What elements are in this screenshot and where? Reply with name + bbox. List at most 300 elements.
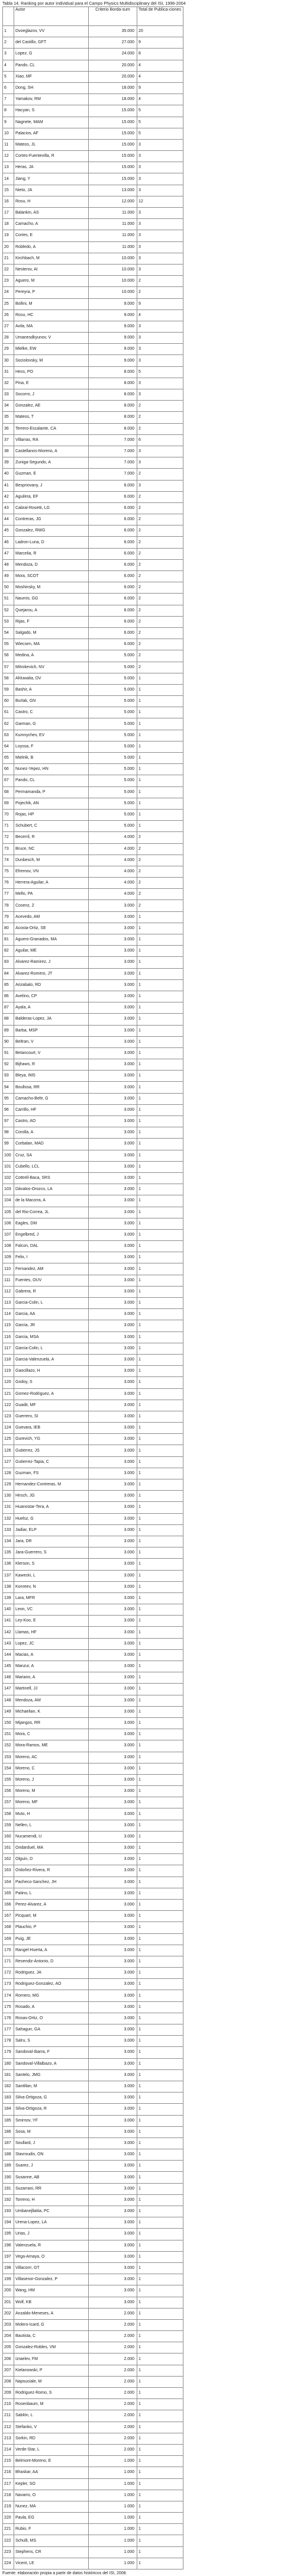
author-cell: Pacheco-Sanchez, JH <box>14 1877 89 1888</box>
rank-cell: 135 <box>3 1547 14 1559</box>
publications-cell: 2 <box>137 469 183 480</box>
table-row <box>3 2399 183 2410</box>
publications-cell: 1 <box>137 1592 183 1604</box>
publications-cell: 1 <box>137 957 183 968</box>
author-cell: Sorkin, RD <box>14 2433 89 2444</box>
rank-cell: 88 <box>3 1014 14 1025</box>
rank-cell: 173 <box>3 1979 14 1990</box>
author-cell: Rodriguez-Romo, S <box>14 2388 89 2399</box>
author-cell: Jara-Guerrero, S <box>14 1547 89 1559</box>
rank-cell: 210 <box>3 2399 14 2410</box>
author-cell: Aguero-Granados, MA <box>14 934 89 946</box>
publications-cell: 1 <box>137 1877 183 1888</box>
table-row <box>3 718 183 730</box>
rank-cell: 124 <box>3 1423 14 1434</box>
publications-cell: 1 <box>137 1252 183 1263</box>
rank-cell: 148 <box>3 1695 14 1706</box>
publications-cell: 1 <box>137 1979 183 1990</box>
borda-sum-cell: 8.000 <box>89 389 137 401</box>
publications-cell: 3 <box>137 230 183 241</box>
rank-cell: 42 <box>3 491 14 502</box>
author-cell: Bhaskar, AA <box>14 2467 89 2478</box>
author-cell: Heras, JA <box>14 162 89 173</box>
borda-sum-cell: 15.000 <box>89 117 137 128</box>
table-row <box>3 230 183 241</box>
borda-sum-cell: 20.000 <box>89 60 137 71</box>
author-cell: Hess, PO <box>14 366 89 378</box>
table-row <box>3 1286 183 1297</box>
borda-sum-cell: 3.000 <box>89 1071 137 1082</box>
borda-sum-cell: 1.000 <box>89 2558 137 2569</box>
rank-cell: 23 <box>3 276 14 287</box>
publications-cell: 9 <box>137 37 183 49</box>
publications-cell: 2 <box>137 878 183 889</box>
borda-sum-cell: 3.000 <box>89 1059 137 1071</box>
author-cell: Castro, C <box>14 707 89 718</box>
borda-sum-cell: 9.000 <box>89 321 137 332</box>
borda-sum-cell: 27.000 <box>89 37 137 49</box>
publications-cell: 1 <box>137 741 183 752</box>
table-row <box>3 2319 183 2330</box>
borda-sum-cell: 3.000 <box>89 1252 137 1263</box>
publications-cell: 1 <box>137 1559 183 1570</box>
table-row <box>3 537 183 548</box>
borda-sum-cell: 3.000 <box>89 1672 137 1684</box>
author-cell: Nesterov, AI <box>14 264 89 275</box>
author-cell: Quejarou, A <box>14 605 89 616</box>
table-row <box>3 991 183 1002</box>
borda-sum-cell: 3.000 <box>89 900 137 911</box>
rank-cell: 115 <box>3 1320 14 1331</box>
author-cell: Rosu, H <box>14 196 89 207</box>
author-cell: Garcia-Valenzuela, A <box>14 1354 89 1365</box>
table-row <box>3 1592 183 1604</box>
author-cell: Smirnov, YF <box>14 2115 89 2126</box>
publications-cell: 5 <box>137 366 183 378</box>
borda-sum-cell: 5.000 <box>89 753 137 764</box>
table-row <box>3 1774 183 1785</box>
publications-cell: 1 <box>137 1388 183 1400</box>
table-row <box>3 2456 183 2467</box>
borda-sum-cell: 3.000 <box>89 1456 137 1468</box>
table-row <box>3 2513 183 2524</box>
rank-cell: 82 <box>3 946 14 957</box>
borda-sum-cell: 3.000 <box>89 1263 137 1275</box>
publications-cell: 2 <box>137 639 183 650</box>
borda-sum-cell: 3.000 <box>89 1752 137 1763</box>
rank-cell: 118 <box>3 1354 14 1365</box>
publications-cell: 1 <box>137 1241 183 1252</box>
table-row <box>3 276 183 287</box>
borda-sum-cell: 3.000 <box>89 1320 137 1331</box>
rank-cell: 84 <box>3 968 14 979</box>
borda-sum-cell: 3.000 <box>89 923 137 934</box>
author-cell: Rubio, F <box>14 2524 89 2535</box>
rank-cell: 157 <box>3 1797 14 1808</box>
table-row <box>3 605 183 616</box>
publications-cell: 1 <box>137 2388 183 2399</box>
publications-cell: 1 <box>137 2365 183 2376</box>
publications-cell: 1 <box>137 2513 183 2524</box>
author-cell: Dvoeglazov, VV <box>14 26 89 37</box>
table-row <box>3 1229 183 1240</box>
borda-sum-cell: 6.000 <box>89 559 137 570</box>
author-cell: Yamakov, RM <box>14 94 89 105</box>
borda-sum-cell: 15.000 <box>89 139 137 150</box>
rank-cell: 133 <box>3 1524 14 1536</box>
borda-sum-cell: 3.000 <box>89 1559 137 1570</box>
publications-cell: 1 <box>137 1536 183 1547</box>
borda-sum-cell: 3.000 <box>89 946 137 957</box>
table-row <box>3 253 183 264</box>
publications-cell: 1 <box>137 1059 183 1071</box>
author-cell: Rangel-Huerta, A <box>14 1945 89 1956</box>
author-cell: Nucamendi, U <box>14 1831 89 1842</box>
rank-cell: 153 <box>3 1752 14 1763</box>
borda-sum-cell: 8.000 <box>89 366 137 378</box>
rank-cell: 20 <box>3 241 14 253</box>
author-cell: Moshinsky, M <box>14 582 89 594</box>
publications-cell: 1 <box>137 2308 183 2319</box>
rank-cell: 66 <box>3 764 14 775</box>
rank-cell: 165 <box>3 1888 14 1899</box>
author-cell: Silva-Ortigoza, G <box>14 2093 89 2104</box>
publications-cell: 1 <box>137 2115 183 2126</box>
table-row <box>3 957 183 968</box>
publications-cell: 1 <box>137 946 183 957</box>
rank-cell: 224 <box>3 2558 14 2569</box>
publications-cell: 1 <box>137 1309 183 1320</box>
borda-sum-cell: 6.000 <box>89 502 137 514</box>
table-row <box>3 639 183 650</box>
borda-sum-cell: 18.000 <box>89 94 137 105</box>
publications-cell: 1 <box>137 1184 183 1195</box>
publications-cell: 1 <box>137 1377 183 1388</box>
publications-cell: 2 <box>137 491 183 502</box>
table-row <box>3 1706 183 1717</box>
borda-sum-cell: 35.000 <box>89 26 137 37</box>
author-cell: Garman, G <box>14 718 89 730</box>
table-row <box>3 2001 183 2013</box>
borda-sum-cell: 3.000 <box>89 957 137 968</box>
rank-cell: 109 <box>3 1252 14 1263</box>
rank-cell: 90 <box>3 1036 14 1047</box>
publications-cell: 3 <box>137 264 183 275</box>
table-row <box>3 616 183 627</box>
table-row <box>3 730 183 741</box>
borda-sum-cell: 3.000 <box>89 1922 137 1933</box>
rank-cell: 17 <box>3 208 14 219</box>
rank-cell: 47 <box>3 548 14 559</box>
table-row <box>3 37 183 49</box>
publications-cell: 1 <box>137 1820 183 1831</box>
publications-cell: 1 <box>137 2013 183 2024</box>
author-cell: Napsuciale, M <box>14 2376 89 2387</box>
rank-cell: 180 <box>3 2058 14 2069</box>
borda-sum-cell: 3.000 <box>89 1377 137 1388</box>
table-row <box>3 2183 183 2194</box>
borda-sum-cell: 3.000 <box>89 1207 137 1218</box>
publications-cell: 1 <box>137 1207 183 1218</box>
borda-sum-cell: 3.000 <box>89 2172 137 2183</box>
publications-cell: 1 <box>137 911 183 923</box>
table-row <box>3 650 183 662</box>
table-row <box>3 1536 183 1547</box>
header-author: Autor <box>14 7 89 26</box>
table-row <box>3 2410 183 2422</box>
publications-cell: 1 <box>137 2183 183 2194</box>
borda-sum-cell: 3.000 <box>89 1831 137 1842</box>
author-cell: Avila, MA <box>14 321 89 332</box>
borda-sum-cell: 3.000 <box>89 1968 137 1979</box>
rank-cell: 37 <box>3 434 14 446</box>
rank-cell: 215 <box>3 2456 14 2467</box>
table-row <box>3 1263 183 1275</box>
table-row <box>3 1241 183 1252</box>
author-cell: Balderas-Lopez, JA <box>14 1014 89 1025</box>
borda-sum-cell: 3.000 <box>89 1865 137 1877</box>
publications-cell: 3 <box>137 344 183 355</box>
borda-sum-cell: 2.000 <box>89 2365 137 2376</box>
borda-sum-cell: 15.000 <box>89 128 137 139</box>
rank-cell: 96 <box>3 1104 14 1115</box>
rank-cell: 123 <box>3 1411 14 1422</box>
publications-cell: 1 <box>137 798 183 809</box>
table-row <box>3 832 183 843</box>
rank-cell: 111 <box>3 1275 14 1286</box>
rank-cell: 206 <box>3 2353 14 2365</box>
borda-sum-cell: 3.000 <box>89 1184 137 1195</box>
rank-cell: 13 <box>3 162 14 173</box>
rank-cell: 72 <box>3 832 14 843</box>
author-cell: Plauchio, P <box>14 1922 89 1933</box>
author-cell: Navarro, O <box>14 2490 89 2501</box>
author-cell: Guadit, MF <box>14 1400 89 1411</box>
publications-cell: 1 <box>137 1729 183 1740</box>
table-row <box>3 1502 183 1513</box>
rank-cell: 8 <box>3 105 14 117</box>
table-row <box>3 1570 183 1581</box>
table-row <box>3 1071 183 1082</box>
rank-cell: 139 <box>3 1592 14 1604</box>
author-cell: Barba, MSP <box>14 1025 89 1036</box>
rank-cell: 209 <box>3 2388 14 2399</box>
borda-sum-cell: 3.000 <box>89 1502 137 1513</box>
table-row <box>3 1695 183 1706</box>
author-cell: Mora, C <box>14 1729 89 1740</box>
publications-cell: 1 <box>137 2558 183 2569</box>
publications-cell: 2 <box>137 855 183 866</box>
rank-cell: 54 <box>3 627 14 639</box>
table-row <box>3 878 183 889</box>
author-cell: Dunbesch, M <box>14 855 89 866</box>
author-cell: Sandoval-Villalbazo, A <box>14 2058 89 2069</box>
table-row <box>3 843 183 855</box>
table-row <box>3 1059 183 1071</box>
publications-cell: 1 <box>137 2137 183 2149</box>
table-row <box>3 571 183 582</box>
table-row <box>3 2524 183 2535</box>
author-cell: Acevedo, AM <box>14 911 89 923</box>
table-row <box>3 1752 183 1763</box>
rank-cell: 144 <box>3 1649 14 1661</box>
rank-cell: 145 <box>3 1661 14 1672</box>
borda-sum-cell: 10.000 <box>89 264 137 275</box>
author-cell: Torreno, H <box>14 2194 89 2206</box>
publications-cell: 1 <box>137 718 183 730</box>
publications-cell: 1 <box>137 1854 183 1865</box>
publications-cell: 1 <box>137 1774 183 1785</box>
borda-sum-cell: 3.000 <box>89 1139 137 1150</box>
publications-cell: 1 <box>137 1786 183 1797</box>
publications-cell: 2 <box>137 582 183 594</box>
borda-sum-cell: 6.000 <box>89 594 137 605</box>
publications-cell: 1 <box>137 2524 183 2535</box>
author-cell: Lopez, JC <box>14 1638 89 1649</box>
author-cell: Puig, JE <box>14 1933 89 1945</box>
rank-cell: 193 <box>3 2206 14 2217</box>
author-cell: Medina, A <box>14 650 89 662</box>
borda-sum-cell: 6.000 <box>89 571 137 582</box>
borda-sum-cell: 1.000 <box>89 2478 137 2490</box>
publications-cell: 1 <box>137 821 183 832</box>
table-row <box>3 1729 183 1740</box>
author-cell: Romero, MG <box>14 1990 89 2001</box>
table-row <box>3 1820 183 1831</box>
table-row <box>3 741 183 752</box>
table-row <box>3 559 183 570</box>
author-cell: Mateos, JL <box>14 139 89 150</box>
borda-sum-cell: 3.000 <box>89 2024 137 2036</box>
table-row <box>3 1638 183 1649</box>
rank-cell: 219 <box>3 2501 14 2512</box>
publications-cell: 1 <box>137 1400 183 1411</box>
table-row <box>3 2467 183 2478</box>
rank-cell: 161 <box>3 1843 14 1854</box>
rank-cell: 172 <box>3 1968 14 1979</box>
rank-cell: 103 <box>3 1184 14 1195</box>
rank-cell: 92 <box>3 1059 14 1071</box>
borda-sum-cell: 3.000 <box>89 1627 137 1638</box>
author-cell: Izraelev, FM <box>14 2353 89 2365</box>
table-row <box>3 1343 183 1354</box>
borda-sum-cell: 3.000 <box>89 1729 137 1740</box>
author-cell: Castro, AO <box>14 1116 89 1127</box>
publications-cell: 1 <box>137 1104 183 1115</box>
publications-cell: 1 <box>137 1661 183 1672</box>
rank-cell: 5 <box>3 71 14 82</box>
table-row <box>3 2093 183 2104</box>
table-row <box>3 1956 183 1967</box>
rank-cell: 79 <box>3 911 14 923</box>
publications-cell: 1 <box>137 968 183 979</box>
publications-cell: 1 <box>137 2297 183 2308</box>
table-row <box>3 1559 183 1570</box>
borda-sum-cell: 3.000 <box>89 2206 137 2217</box>
rank-cell: 21 <box>3 253 14 264</box>
publications-cell: 1 <box>137 2410 183 2422</box>
table-row <box>3 1922 183 1933</box>
rank-cell: 204 <box>3 2331 14 2342</box>
author-cell: Pojechik, AN <box>14 798 89 809</box>
borda-sum-cell: 3.000 <box>89 1547 137 1559</box>
rank-cell: 112 <box>3 1286 14 1297</box>
publications-cell: 1 <box>137 1604 183 1616</box>
borda-sum-cell: 3.000 <box>89 1343 137 1354</box>
author-cell: Alvarez-Romero, JT <box>14 968 89 979</box>
author-cell: Gomez-Rodriguez, A <box>14 1388 89 1400</box>
author-cell: Belmont-Moreno, E <box>14 2456 89 2467</box>
header-borda-sum: Criterio Borda-sum <box>89 7 137 26</box>
table-row <box>3 1661 183 1672</box>
author-cell: Huanostar-Tera, A <box>14 1502 89 1513</box>
author-cell: Kepler, SO <box>14 2478 89 2490</box>
rank-cell: 168 <box>3 1922 14 1933</box>
borda-sum-cell: 5.000 <box>89 673 137 684</box>
borda-sum-cell: 1.000 <box>89 2513 137 2524</box>
rank-cell: 11 <box>3 139 14 150</box>
borda-sum-cell: 3.000 <box>89 1990 137 2001</box>
publications-cell: 3 <box>137 151 183 162</box>
publications-cell: 1 <box>137 2161 183 2172</box>
table-caption: Tabla 14. Ranking por autor individual para el Campo Physics Multidisciplinary del ISI, 1996-2004 <box>2 1 186 6</box>
publications-cell: 2 <box>137 843 183 855</box>
publications-cell: 2 <box>137 889 183 900</box>
table-row <box>3 1877 183 1888</box>
rank-cell: 187 <box>3 2137 14 2149</box>
table-row <box>3 855 183 866</box>
author-cell: Stavroudis, ON <box>14 2149 89 2161</box>
rank-cell: 58 <box>3 673 14 684</box>
table-row <box>3 627 183 639</box>
borda-sum-cell: 2.000 <box>89 2433 137 2444</box>
rank-cell: 142 <box>3 1627 14 1638</box>
table-row <box>3 968 183 979</box>
rank-cell: 27 <box>3 321 14 332</box>
table-row <box>3 2172 183 2183</box>
borda-sum-cell: 3.000 <box>89 1275 137 1286</box>
author-cell: Rodriguez, JA <box>14 1968 89 1979</box>
author-cell: Moreno, M <box>14 1786 89 1797</box>
borda-sum-cell: 6.000 <box>89 548 137 559</box>
borda-sum-cell: 3.000 <box>89 1150 137 1161</box>
borda-sum-cell: 3.000 <box>89 1854 137 1865</box>
borda-sum-cell: 11.000 <box>89 230 137 241</box>
borda-sum-cell: 3.000 <box>89 1036 137 1047</box>
author-cell: Suarez, J <box>14 2161 89 2172</box>
rank-cell: 159 <box>3 1820 14 1831</box>
borda-sum-cell: 3.000 <box>89 2036 137 2047</box>
publications-cell: 1 <box>137 1263 183 1275</box>
publications-cell: 2 <box>137 537 183 548</box>
author-cell: Bashir, A <box>14 684 89 695</box>
borda-sum-cell: 10.000 <box>89 253 137 264</box>
author-cell: Mitrokevich, NV <box>14 662 89 673</box>
rank-cell: 140 <box>3 1604 14 1616</box>
publications-cell: 2 <box>137 605 183 616</box>
borda-sum-cell: 3.000 <box>89 1581 137 1592</box>
publications-cell: 3 <box>137 378 183 389</box>
table-row <box>3 1945 183 1956</box>
author-cell: Ladron-Luna, D <box>14 537 89 548</box>
rank-cell: 56 <box>3 650 14 662</box>
table-row <box>3 1082 183 1093</box>
author-cell: Stefanko, V <box>14 2422 89 2433</box>
publications-cell: 1 <box>137 1695 183 1706</box>
rank-cell: 163 <box>3 1865 14 1877</box>
author-cell: Corbalan, MAD <box>14 1139 89 1150</box>
author-cell: Villarras, RA <box>14 434 89 446</box>
